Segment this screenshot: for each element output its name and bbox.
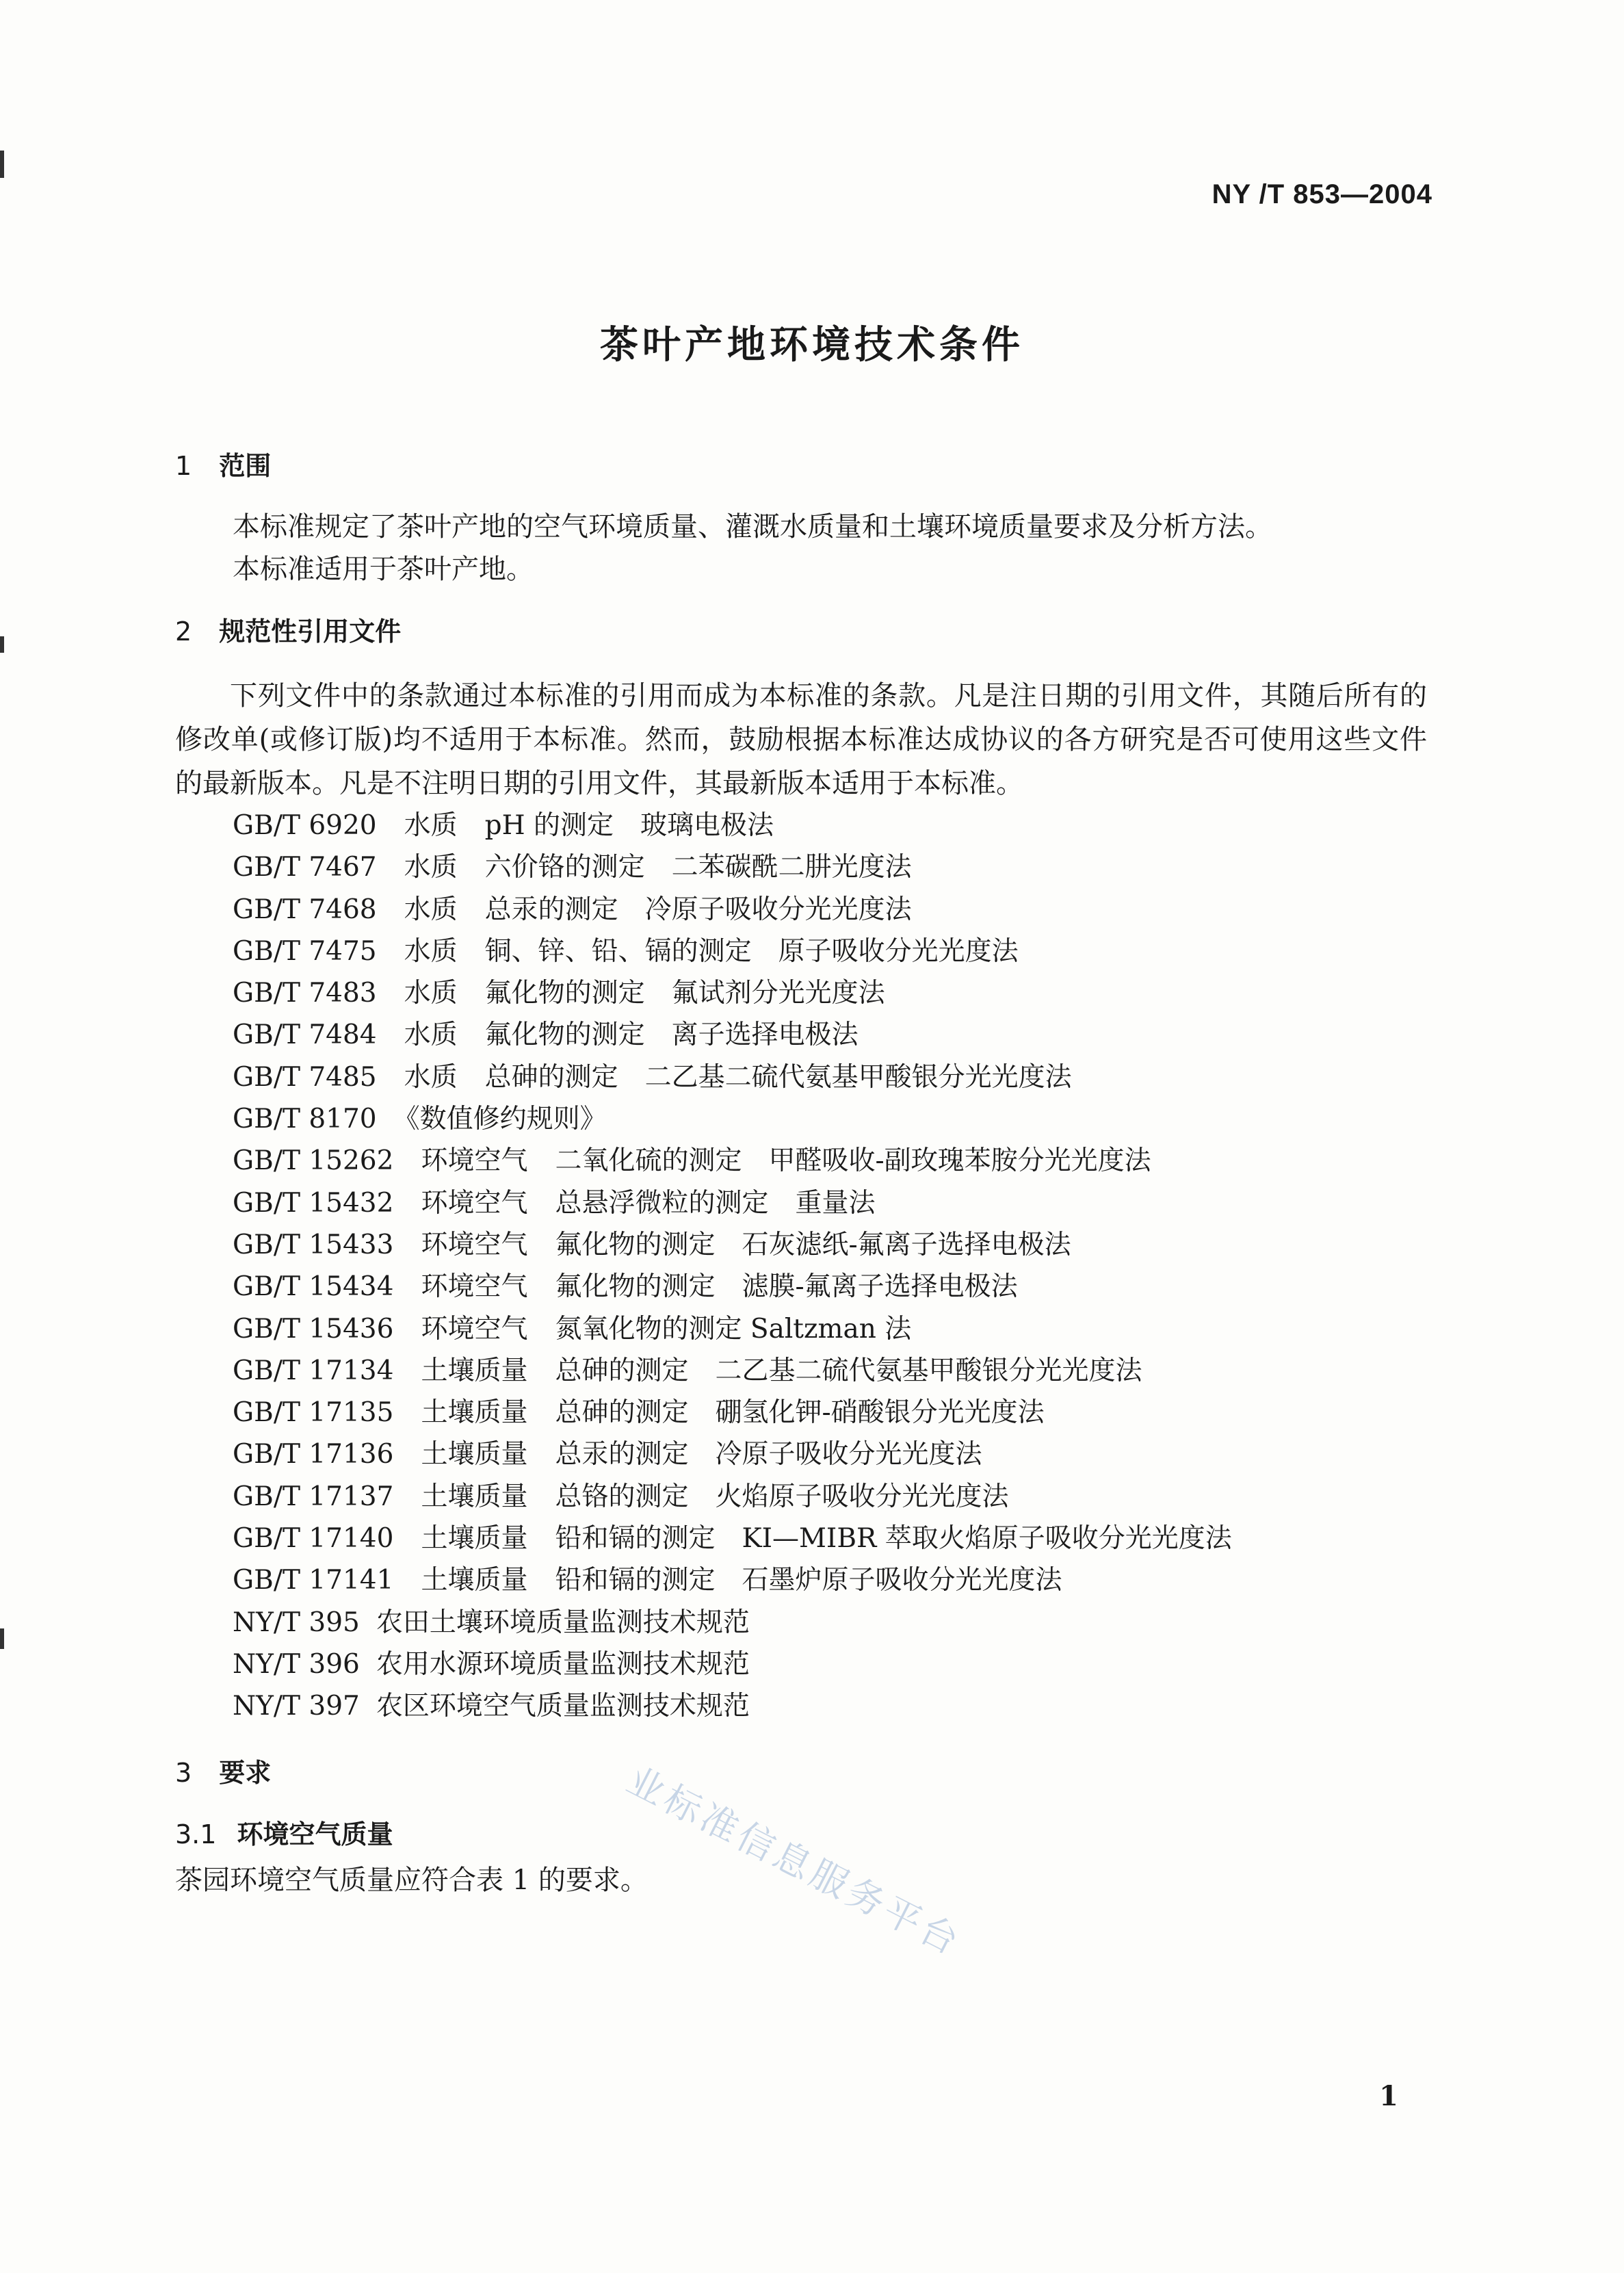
reference-method: 氮氧化物的测定 Saltzman 法 (555, 1313, 912, 1345)
section-title: 要求 (219, 1758, 272, 1788)
reference-method: 六价铬的测定 二苯碳酰二肼光度法 (484, 852, 912, 883)
reference-code: GB/T 15262 (233, 1145, 394, 1177)
scan-edge-mark (0, 1628, 4, 1649)
reference-category: 环境空气 (421, 1187, 528, 1219)
reference-item (233, 1518, 1464, 1559)
subsection-heading-3-1 (175, 1813, 393, 1851)
reference-category: 环境空气 (421, 1313, 528, 1345)
reference-category: 水质 (404, 894, 458, 925)
reference-item (233, 1476, 1464, 1518)
reference-category: 土壤质量 (421, 1565, 528, 1596)
references-intro: 下列文件中的条款通过本标准的引用而成为本标准的条款。凡是注日期的引用文件，其随后所有的修改单(或修订版)均不适用于本标准。然而，鼓励根据本标准达成协议的各方研究是否可使用这些文件的最新版本。凡是不注明日期的引用文件，其最新版本适用于本标准。 (175, 680, 1427, 799)
reference-code: GB/T 15436 (233, 1313, 394, 1345)
reference-method: 铅和镉的测定 石墨炉原子吸收分光光度法 (555, 1565, 1062, 1596)
reference-item (233, 1685, 1464, 1727)
reference-category: 水质 (404, 1019, 458, 1051)
reference-method: 铅和镉的测定 KI—MIBR 萃取火焰原子吸收分光光度法 (555, 1523, 1232, 1555)
subsection-text: 茶园环境空气质量应符合表 1 的要求。 (175, 1865, 648, 1896)
reference-code: GB/T 15434 (233, 1271, 394, 1303)
reference-item (233, 846, 1464, 888)
reference-code: GB/T 15433 (233, 1229, 394, 1260)
section-number: 2 (175, 616, 192, 647)
reference-item (233, 1266, 1464, 1308)
reference-code: GB/T 7484 (233, 1019, 377, 1051)
reference-code: GB/T 17140 (233, 1523, 394, 1555)
section-heading-1 (175, 445, 271, 482)
reference-category: 水质 (404, 810, 458, 841)
reference-method: 氟化物的测定 氟试剂分光光度法 (484, 978, 885, 1009)
reference-item (233, 1392, 1464, 1433)
reference-method: 总砷的测定 二乙基二硫代氨基甲酸银分光光度法 (555, 1355, 1142, 1386)
reference-category: 环境空气 (421, 1271, 528, 1303)
reference-code: GB/T 7467 (233, 852, 377, 883)
reference-item (233, 1224, 1464, 1266)
reference-category: 土壤质量 (421, 1439, 528, 1470)
reference-code: GB/T 17134 (233, 1355, 394, 1386)
section-title: 规范性引用文件 (219, 616, 402, 647)
reference-item (233, 1433, 1464, 1475)
reference-method: 总砷的测定 硼氢化钾-硝酸银分光光度法 (555, 1397, 1045, 1429)
reference-code: GB/T 7485 (233, 1061, 377, 1093)
watermark: 业标准信息服务平台 (620, 1758, 969, 1965)
scan-edge-mark (0, 151, 4, 178)
reference-item (233, 931, 1464, 972)
reference-code: GB/T 8170 (233, 1104, 377, 1135)
reference-method: 《数值修约规则》 (393, 1104, 607, 1135)
reference-item (233, 1140, 1464, 1182)
section-title: 范围 (219, 451, 272, 481)
reference-category: 水质 (404, 852, 458, 883)
reference-item (233, 972, 1464, 1014)
subsection-number: 3.1 (175, 1819, 217, 1849)
standard-code: NY /T 853—2004 (1212, 179, 1432, 209)
section-number: 3 (175, 1758, 192, 1788)
section-heading-3 (175, 1752, 271, 1789)
reference-category: 环境空气 (421, 1229, 528, 1260)
reference-method: 二氧化硫的测定 甲醛吸收-副玫瑰苯胺分光光度法 (555, 1145, 1151, 1177)
reference-category: 土壤质量 (421, 1355, 528, 1386)
section-heading-2 (175, 610, 401, 648)
reference-category: 水质 (404, 1061, 458, 1093)
reference-category: 水质 (404, 978, 458, 1009)
reference-method: 总铬的测定 火焰原子吸收分光光度法 (555, 1481, 1009, 1512)
page-number: 1 (1379, 2080, 1398, 2112)
reference-code: GB/T 15432 (233, 1187, 394, 1219)
reference-code: GB/T 17137 (233, 1481, 394, 1512)
reference-code: GB/T 17135 (233, 1397, 394, 1429)
reference-method: 氟化物的测定 滤膜-氟离子选择电极法 (555, 1271, 1018, 1303)
reference-method: 氟化物的测定 离子选择电极法 (484, 1019, 859, 1051)
reference-item (233, 1350, 1464, 1392)
reference-category: 环境空气 (421, 1145, 528, 1177)
reference-method: 总砷的测定 二乙基二硫代氨基甲酸银分光光度法 (484, 1061, 1072, 1093)
reference-item (233, 1098, 1464, 1140)
reference-method: pH 的测定 玻璃电极法 (484, 810, 774, 841)
reference-method: 农区环境空气质量监测技术规范 (376, 1691, 750, 1722)
reference-item (233, 1559, 1464, 1601)
reference-method: 总悬浮微粒的测定 重量法 (555, 1187, 876, 1219)
reference-code: GB/T 17141 (233, 1565, 394, 1596)
reference-code: GB/T 17136 (233, 1439, 394, 1470)
reference-category: 土壤质量 (421, 1397, 528, 1429)
section-number: 1 (175, 451, 192, 481)
reference-category: 土壤质量 (421, 1481, 528, 1512)
reference-item (233, 805, 1464, 846)
reference-code: GB/T 7475 (233, 935, 377, 967)
reference-item (233, 1056, 1464, 1098)
reference-category: 水质 (404, 935, 458, 967)
reference-item (233, 889, 1464, 931)
reference-code: NY/T 396 (233, 1648, 360, 1680)
reference-code: NY/T 397 (233, 1691, 360, 1722)
document-title: 茶叶产地环境技术条件 (600, 323, 1024, 367)
reference-item (233, 1644, 1464, 1685)
reference-list (233, 805, 1464, 1728)
reference-method: 铜、锌、铅、镉的测定 原子吸收分光光度法 (484, 935, 1019, 967)
reference-code: GB/T 7483 (233, 978, 377, 1009)
reference-method: 总汞的测定 冷原子吸收分光光度法 (555, 1439, 982, 1470)
reference-method: 农用水源环境质量监测技术规范 (376, 1648, 750, 1680)
reference-item (233, 1308, 1464, 1350)
reference-code: GB/T 6920 (233, 810, 377, 841)
reference-method: 农田土壤环境质量监测技术规范 (376, 1607, 750, 1638)
reference-code: NY/T 395 (233, 1607, 360, 1638)
scope-paragraph-2: 本标准适用于茶叶产地。 (233, 554, 534, 585)
reference-method: 氟化物的测定 石灰滤纸-氟离子选择电极法 (555, 1229, 1071, 1260)
reference-item (233, 1182, 1464, 1224)
scan-edge-mark (0, 636, 4, 653)
reference-method: 总汞的测定 冷原子吸收分光光度法 (484, 894, 912, 925)
reference-item (233, 1602, 1464, 1644)
reference-item (233, 1014, 1464, 1056)
scope-paragraph-1: 本标准规定了茶叶产地的空气环境质量、灌溉水质量和土壤环境质量要求及分析方法。 (233, 511, 1272, 543)
reference-category: 土壤质量 (421, 1523, 528, 1555)
reference-code: GB/T 7468 (233, 894, 377, 925)
subsection-title: 环境空气质量 (237, 1819, 393, 1849)
